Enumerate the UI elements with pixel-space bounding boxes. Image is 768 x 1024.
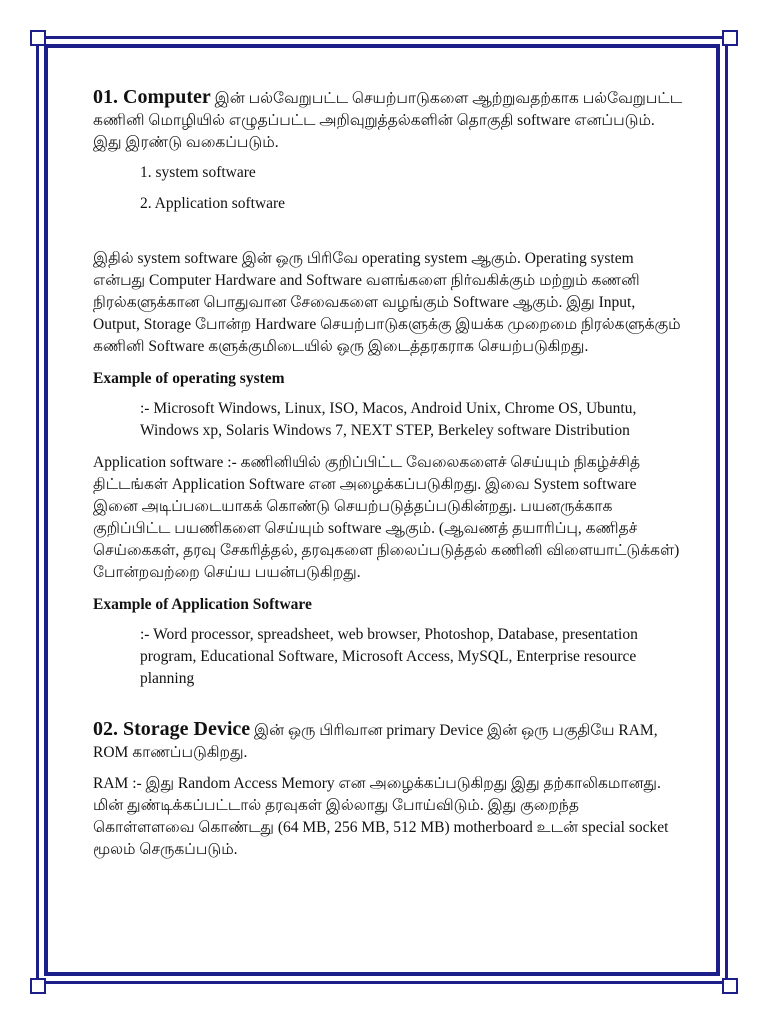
border-corner-bottom-right [722,978,738,994]
section2-intro [93,718,683,764]
application-software-paragraph: Application software :- கணினியில் குறிப்பிட்ட வேலைகளைச் செய்யும் நிகழ்ச்சித் திட்டங்கள் Application Software என அழைக்கப்படுகிறது. இவை System software இனை அடிப்படையாகக் கொண்டு செயற்படுத்தப்படுகின்றது. பயனருக்காக குறிப்பிட்ட பயணிகளை செய்யும் software ஆகும். (ஆவணத் தயாரிப்பு, கணிதச் செய்கைகள், தரவு சேகரித்தல், தரவுகளை நிலைப்படுத்தல் கணினி விளையாட்டுக்கள்) போன்றவற்றை செய்ய பயன்படுகிறது. [93,454,680,581]
application-example-list: :- Word processor, spreadsheet, web browser, Photoshop, Database, presentation program, Educational Software, Microsoft Access, MySQL, Enterprise resource planning [140,626,638,687]
os-paragraph: இதில் system software இன் ஒரு பிரிவே operating system ஆகும். Operating system என்பது Computer Hardware and Software வளங்களை நிர்வகிக்கும் மற்றும் கணனி நிரல்களுக்கான பொதுவான சேவைகளை வழங்கும் Software ஆகும். இது Input, Output, Storage போன்ற Hardware செயற்பாடுகளுக்கு இயக்க முறைமை நிரல்களுக்கும் கணினி Software களுக்குமிடையில் ஒரு இடைத்தரகராக செயற்படுகிறது. [93,250,681,355]
section1-intro-text: இன் பல்வேறுபட்ட செயற்பாடுகளை ஆற்றுவதற்காக பல்வேறுபட்ட கணினி மொழியில் எழுதப்பட்ட அறிவுறுத்தல்களின் தொகுதி software எனப்படும். இது இரண்டு வகைப்படும். [93,90,683,151]
document-body [93,86,683,861]
border-corner-top-left [30,30,46,46]
ram-paragraph: RAM :- இது Random Access Memory என அழைக்கப்படுகிறது இது தற்காலிகமானது. மின் துண்டிக்கப்பட்டால் தரவுகள் இல்லாது போய்விடும். இது குறைந்த கொள்ளளவை கொண்டது (64 MB, 256 MB, 512 MB) motherboard உடன் special socket மூலம் செருகப்படும். [93,775,669,858]
section1-intro [93,86,683,154]
software-type-item: 1. system software [140,164,256,181]
section2-heading: 02. Storage Device [93,718,251,740]
application-example-heading: Example of Application Software [93,596,312,613]
border-corner-top-right [722,30,738,46]
border-corner-bottom-left [30,978,46,994]
software-types-list [93,162,683,215]
os-example-list: :- Microsoft Windows, Linux, ISO, Macos, Android Unix, Chrome OS, Ubuntu, Windows xp, Solaris Windows 7, NEXT STEP, Berkeley software Distribution [140,400,637,439]
os-example-heading: Example of operating system [93,370,285,387]
section2-intro-text: இன் ஒரு பிரிவான primary Device இன் ஒரு பகுதியே RAM, ROM காணப்படுகிறது. [93,722,658,761]
software-type-item: 2. Application software [140,195,286,212]
section1-heading: 01. Computer [93,86,211,108]
